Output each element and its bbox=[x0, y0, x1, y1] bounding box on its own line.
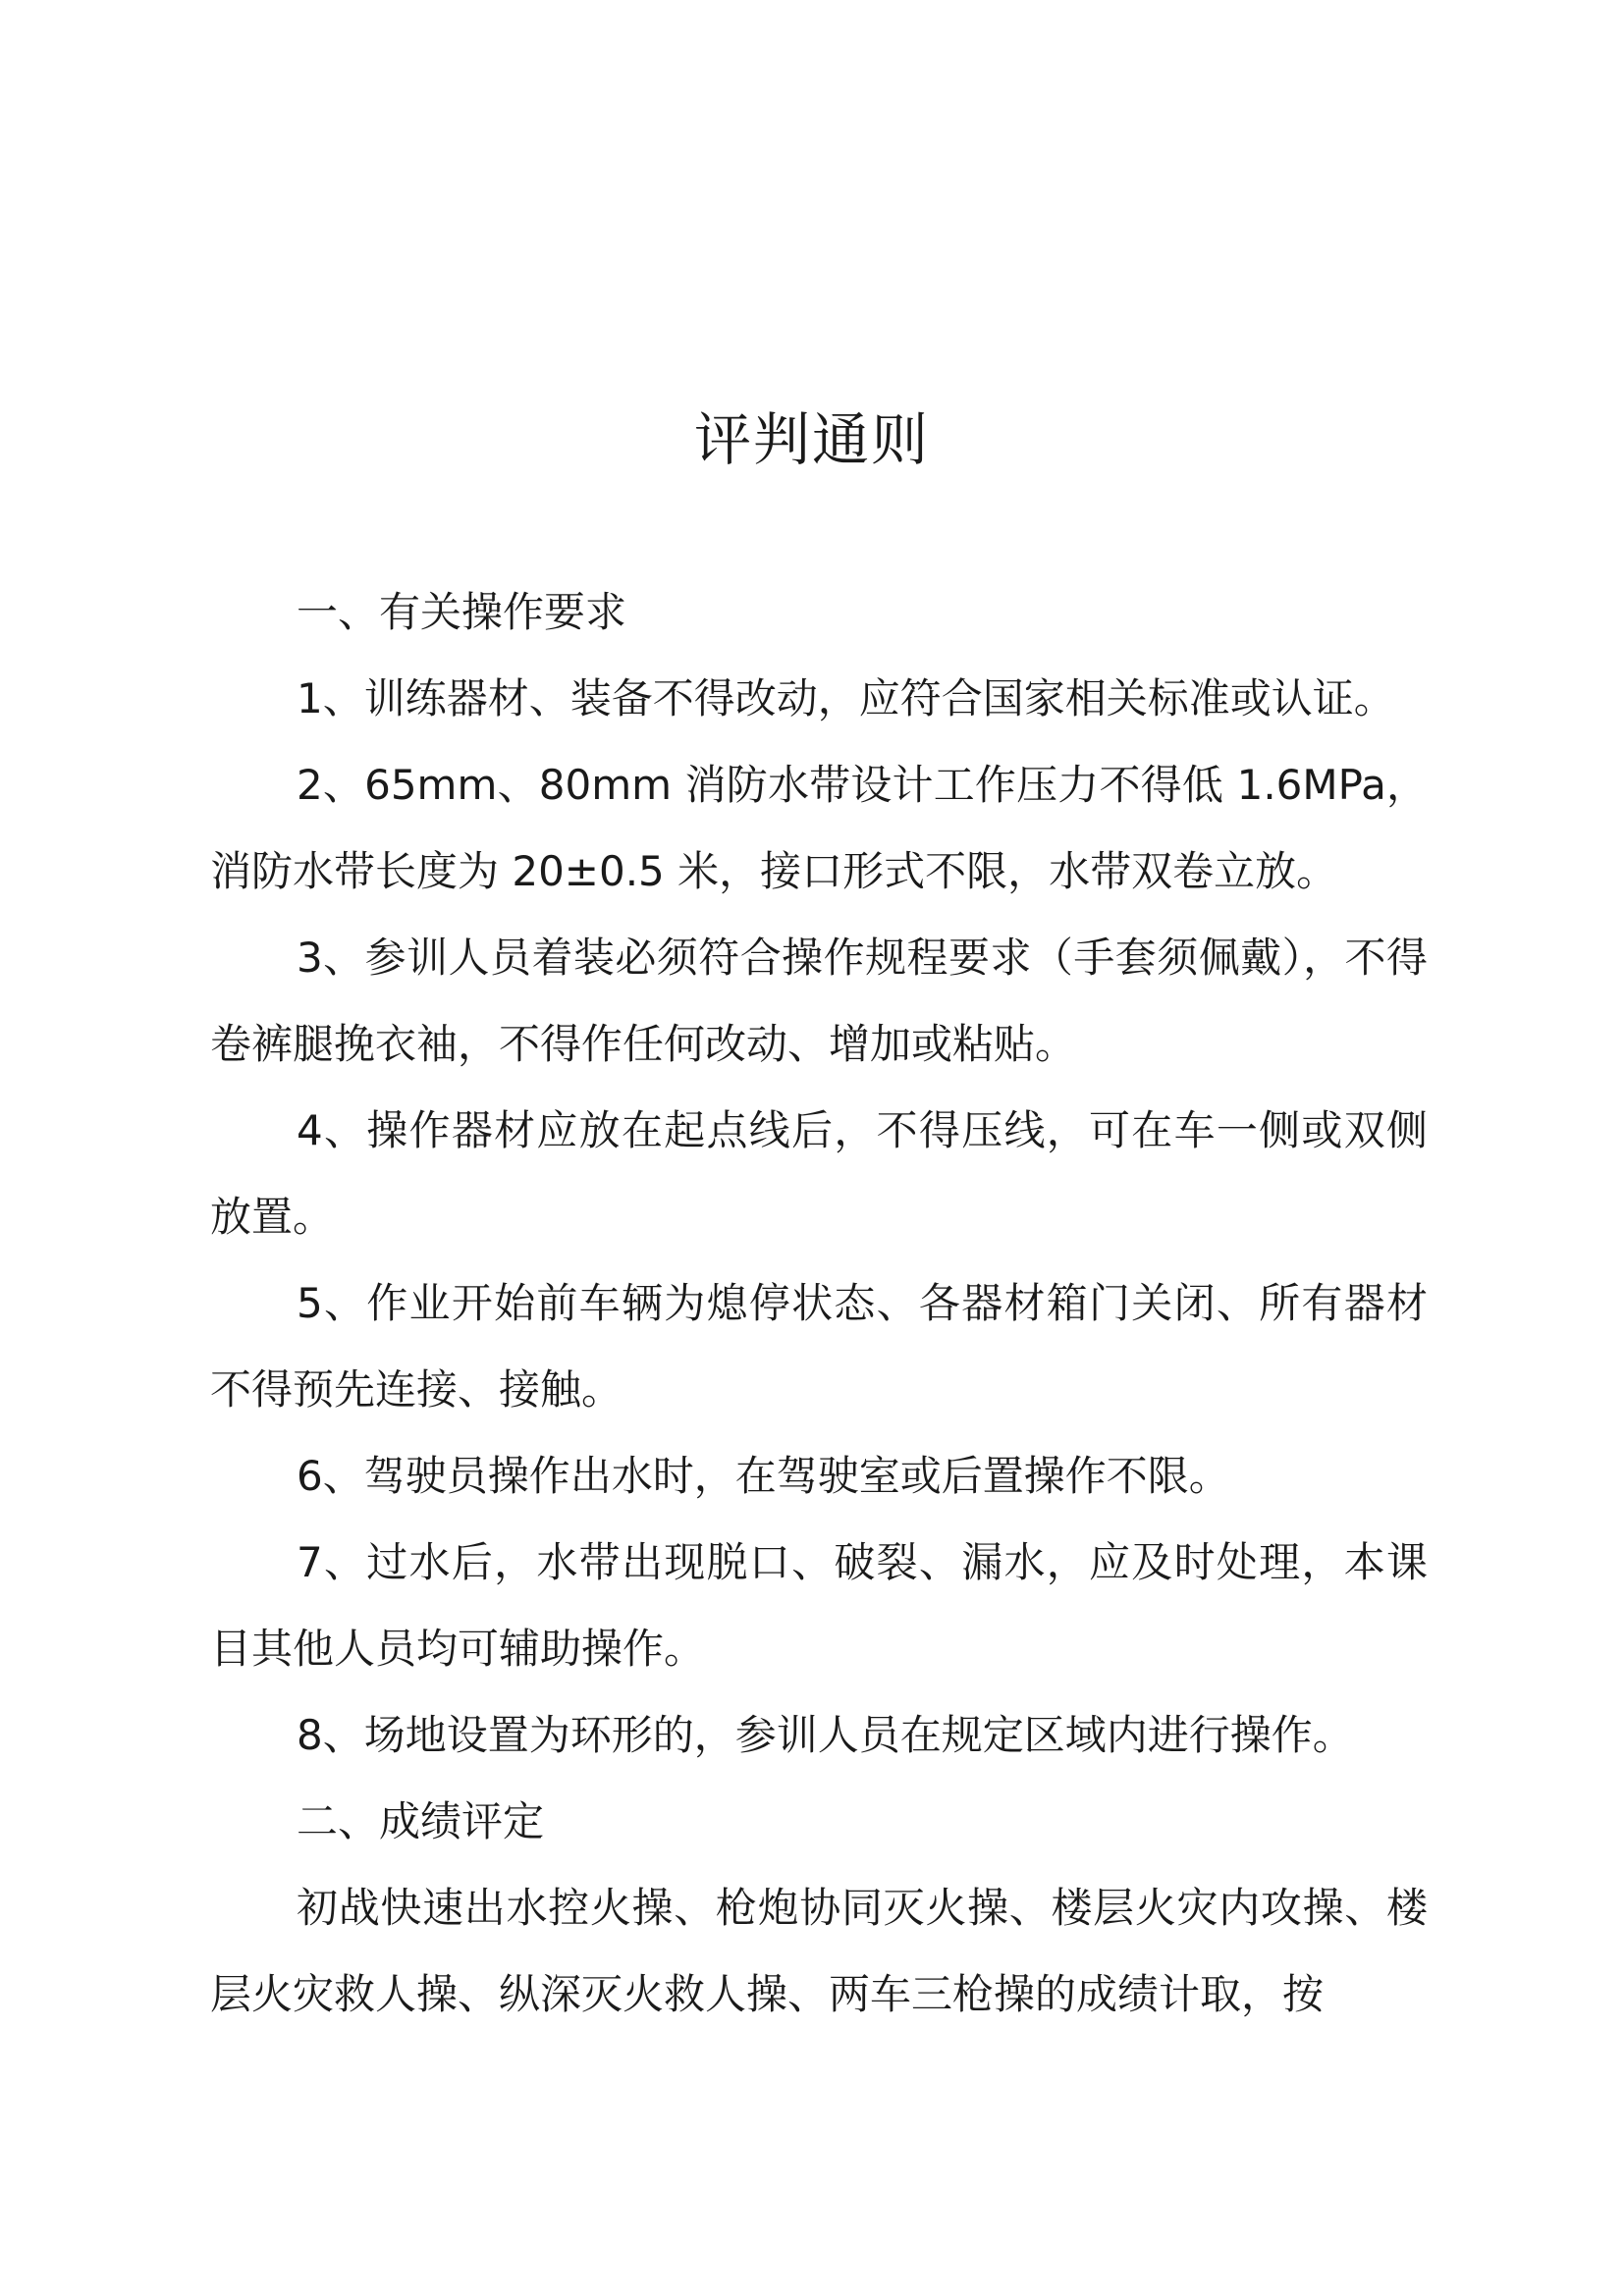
paragraph-item-8: 8、场地设置为环形的，参训人员在规定区域内进行操作。 bbox=[297, 1711, 1354, 1759]
section-heading-score-evaluation: 二、成绩评定 bbox=[297, 1797, 545, 1845]
document-body bbox=[210, 569, 1428, 2038]
section-heading-operation-requirements: 一、有关操作要求 bbox=[297, 588, 627, 636]
paragraph-item-3: 3、参训人员着装必须符合操作规程要求（手套须佩戴），不得卷裤腿挽衣袖，不得作任何改动、增加或粘贴。 bbox=[210, 934, 1428, 1068]
paragraph-item-2: 2、65mm、80mm 消防水带设计工作压力不得低 1.6MPa，消防水带长度为 20±0.5 米，接口形式不限，水带双卷立放。 bbox=[210, 761, 1428, 895]
paragraph-item-5: 5、作业开始前车辆为熄停状态、各器材箱门关闭、所有器材不得预先连接、接触。 bbox=[210, 1279, 1428, 1414]
paragraph-item-4: 4、操作器材应放在起点线后，不得压线，可在车一侧或双侧放置。 bbox=[210, 1106, 1428, 1241]
document-title: 评判通则 bbox=[693, 406, 930, 473]
paragraph-item-7: 7、过水后，水带出现脱口、破裂、漏水，应及时处理，本课目其他人员均可辅助操作。 bbox=[210, 1538, 1428, 1673]
paragraph-item-1: 1、训练器材、装备不得改动，应符合国家相关标准或认证。 bbox=[297, 674, 1395, 722]
paragraph-item-6: 6、驾驶员操作出水时，在驾驶室或后置操作不限。 bbox=[297, 1452, 1230, 1500]
paragraph-score-rule: 初战快速出水控火操、枪炮协同灭火操、楼层火灾内攻操、楼层火灾救人操、纵深灭火救人操、两车三枪操的成绩计取，按 bbox=[210, 1884, 1428, 2018]
